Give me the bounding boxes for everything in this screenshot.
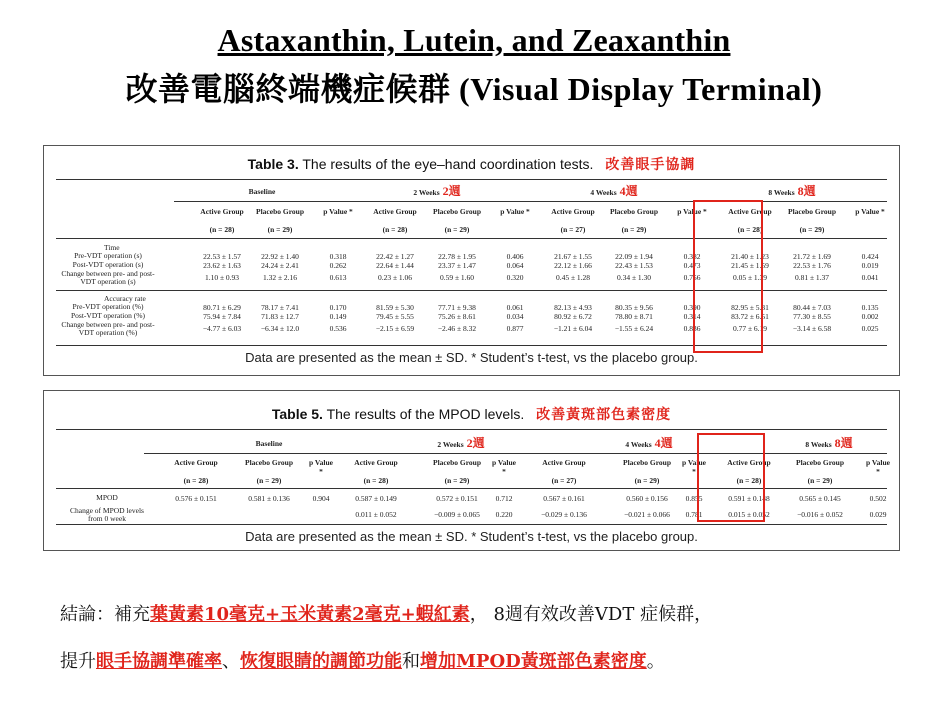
table5-cell: 0.587 ± 0.149 [355,494,397,503]
table5-col-n: (n = 29) [256,476,282,485]
table5-cell: 0.011 ± 0.052 [355,510,397,519]
table3-cell: 83.72 ± 6.51 [731,312,769,321]
table5-cell: 0.502 [869,494,887,503]
table3-cell: 0.756 [683,273,701,282]
table3-cell: 81.59 ± 5.30 [376,303,414,312]
table3-period-2: 4 Weeks 4週 [590,184,638,198]
table3-cell: 21.67 ± 1.55 [554,252,592,261]
table3-cell: 24.24 ± 2.41 [261,261,299,270]
table3-cell: −3.14 ± 6.58 [792,324,832,333]
table5-col-n: (n = 27) [551,476,577,485]
table5-cell: 0.015 ± 0.052 [728,510,770,519]
table3-col-header: Placebo Group [788,207,836,216]
table3-col-n: (n = 29) [267,225,293,234]
table3-col-header: Active Group [200,207,244,216]
table5-cell: 0.220 [495,510,513,519]
table5-period-3: 8 Weeks 8週 [805,436,853,450]
conclusion-benefit-3: 增加MPOD黃斑部色素密度 [420,651,647,672]
table3-cell: 0.135 [861,303,879,312]
table3-col-header: Placebo Group [610,207,658,216]
table3-cell: 0.262 [329,261,347,270]
table3-cell: 0.041 [861,273,879,282]
table3-cell: 0.406 [506,252,524,261]
table3-period-0: Baseline [248,187,276,196]
table3-cell: 0.877 [506,324,524,333]
table5-cell: 0.712 [495,494,513,503]
week-marker: 2週 [466,436,485,450]
table3-cell: 0.836 [683,324,701,333]
table3-cell: 0.025 [861,324,879,333]
table3-cell: 22.43 ± 1.53 [615,261,653,270]
table3-cell: 22.53 ± 1.57 [203,252,241,261]
table3-period-rule [174,201,887,202]
table3-cell: 1.32 ± 2.16 [262,273,298,282]
table3-cell: 0.23 ± 1.06 [377,273,413,282]
table3-col-n: (n = 28) [209,225,235,234]
table3-cell: 0.170 [329,303,347,312]
table3-cell: 0.314 [683,312,701,321]
table5-col-n: (n = 29) [634,476,660,485]
table5-col-header: Placebo Group [245,458,293,467]
week-marker: 2週 [442,184,461,198]
table3-col-header: Active Group [551,207,595,216]
table3-cell: 0.424 [861,252,879,261]
table3-cell: 0.061 [506,303,524,312]
table5-col-header: Placebo Group [433,458,481,467]
table5-col-n: (n = 28) [736,476,762,485]
table3-col-header: Active Group [728,207,772,216]
table3-col-n: (n = 29) [621,225,647,234]
table3-cell: 0.382 [683,252,701,261]
table3-cell: 0.473 [683,261,701,270]
table3-cell: 75.26 ± 8.61 [438,312,476,321]
table5-col-header: p Value * [866,458,890,476]
table3-col-header: Placebo Group [433,207,481,216]
table3-period-1: 2 Weeks 2週 [413,184,461,198]
conclusion-line2-prefix: 提升 [60,651,96,672]
table3-section-heading: Time [104,243,120,252]
table3-panel [43,145,900,376]
table5-caption-label: Table 5. [271,406,323,422]
table3-cell: 0.77 ± 6.19 [732,324,768,333]
table5-cell: 0.560 ± 0.156 [626,494,668,503]
table3-cell: 0.59 ± 1.60 [439,273,475,282]
table5-cell: 0.576 ± 0.151 [175,494,217,503]
table3-cell: 21.72 ± 1.69 [793,252,831,261]
table5-bottom-rule [56,524,887,525]
table3-period-3: 8 Weeks 8週 [768,184,816,198]
table5-col-header: Active Group [542,458,586,467]
table3-col-n: (n = 28) [382,225,408,234]
table3-cell: 80.44 ± 7.03 [793,303,831,312]
week-marker: 4週 [619,184,638,198]
table3-cell: 0.064 [506,261,524,270]
table3-cell: 22.42 ± 1.27 [376,252,414,261]
table3-cell: −1.55 ± 6.24 [614,324,654,333]
table5-cell: 0.781 [685,510,703,519]
table5-col-header: p Value * [309,458,333,476]
table5-col-header: p Value * [492,458,516,476]
table5-cell: 0.591 ± 0.148 [728,494,770,503]
table5-cell: 0.904 [312,494,330,503]
slide-title-chinese: 改善電腦終端機症候群 (Visual Display Terminal) [125,71,823,107]
conclusion-line2 [60,647,665,673]
table5-cell: −0.021 ± 0.066 [624,510,670,519]
conclusion-line2-suffix: 。 [646,651,665,672]
table3-col-header: p Value * [677,207,707,216]
table5-highlight-box [697,433,765,522]
table3-col-n: (n = 29) [444,225,470,234]
table3-row-label: Change between pre- and post-VDT operation (s) [61,269,155,286]
table5-period-2: 4 Weeks 4週 [625,436,673,450]
table3-cell: 0.05 ± 1.39 [732,273,768,282]
conclusion-sep-1: 、 [222,651,240,672]
table5-top-rule [56,429,887,430]
table5-period-1: 2 Weeks 2週 [437,436,485,450]
table3-col-header: Active Group [373,207,417,216]
table3-cell: 0.034 [506,312,524,321]
conclusion-benefit-2: 恢復眼睛的調節功能 [240,651,402,672]
table5-caption-text: The results of the MPOD levels. [326,406,525,422]
table3-cell: 22.09 ± 1.94 [615,252,653,261]
table5-col-header: p Value * [682,458,706,476]
week-marker: 8週 [834,436,853,450]
table3-col-n: (n = 29) [799,225,825,234]
table3-footnote: Data are presented as the mean ± SD. * Student’s t-test, vs the placebo group. [245,350,698,365]
table3-cell: 80.92 ± 6.72 [554,312,592,321]
conclusion-supplement: 葉黃素10毫克+玉米黃素2毫克+蝦紅素 [150,604,470,625]
table3-cell: 77.30 ± 8.55 [793,312,831,321]
table3-col-header: Placebo Group [256,207,304,216]
conclusion-line1-suffix: ， 8週有效改善VDT 症候群， [469,604,713,625]
table3-col-header: p Value * [855,207,885,216]
table3-cell: 0.390 [683,303,701,312]
table3-cell: 21.45 ± 1.59 [731,261,769,270]
table5-col-n: (n = 29) [444,476,470,485]
table3-cell: 21.40 ± 1.23 [731,252,769,261]
table3-cell: −6.34 ± 12.0 [260,324,300,333]
table3-caption-text: The results of the eye–hand coordination tests. [302,156,594,172]
table5-red-note: 改善黃斑部色素密度 [536,407,672,423]
table3-cell: 71.83 ± 12.7 [261,312,299,321]
table3-cell: 0.536 [329,324,347,333]
table3-cell: 22.64 ± 1.44 [376,261,414,270]
table5-cell: 0.572 ± 0.151 [436,494,478,503]
table5-col-n: (n = 28) [183,476,209,485]
table5-cell: 0.581 ± 0.136 [248,494,290,503]
table3-cell: 77.71 ± 9.38 [438,303,476,312]
table3-cell: 1.10 ± 0.93 [204,273,240,282]
table5-col-n: (n = 29) [807,476,833,485]
table3-cell: 0.613 [329,273,347,282]
table3-cell: 22.78 ± 1.95 [438,252,476,261]
table5-period-0: Baseline [255,439,283,448]
table3-highlight-box [693,200,763,353]
table5-period-rule [144,453,887,454]
table3-cell: 22.92 ± 1.40 [261,252,299,261]
table3-cell: −2.15 ± 6.59 [375,324,415,333]
week-marker: 8週 [797,184,816,198]
table3-row-label: Change between pre- and post- VDT operation (%) [61,320,155,337]
table3-cell: 0.320 [506,273,524,282]
table5-col-header: Active Group [174,458,218,467]
table3-cell: 78.17 ± 7.41 [261,303,299,312]
table3-row-label: Post-VDT operation (s) [72,260,144,269]
table5-cell: 0.029 [869,510,887,519]
table3-cell: 23.62 ± 1.63 [203,261,241,270]
table5-col-header: Placebo Group [796,458,844,467]
table5-cell: 0.565 ± 0.145 [799,494,841,503]
table3-row-label: Pre-VDT operation (s) [74,251,142,260]
table3-cell: −4.77 ± 6.03 [202,324,242,333]
table3-cell: −1.21 ± 6.04 [553,324,593,333]
table3-cell: 0.149 [329,312,347,321]
table5-col-n: (n = 28) [363,476,389,485]
table5-cell: −0.016 ± 0.052 [797,510,843,519]
table3-cell: 0.019 [861,261,879,270]
conclusion-prefix: 結論：補充 [60,604,150,625]
table3-cell: 80.71 ± 6.29 [203,303,241,312]
table3-cell: 75.94 ± 7.84 [203,312,241,321]
table3-cell: 79.45 ± 5.55 [376,312,414,321]
table5-col-header: Active Group [727,458,771,467]
table3-top-rule [56,179,887,180]
table5-panel [43,390,900,551]
table3-red-note: 改善眼手協調 [605,157,696,173]
table3-cell: 23.37 ± 1.47 [438,261,476,270]
table3-cell: 80.35 ± 9.56 [615,303,653,312]
table3-cell: 0.34 ± 1.30 [616,273,652,282]
conclusion-line1 [60,600,712,626]
table3-cell: 82.95 ± 5.31 [731,303,769,312]
table3-row-label: Pre-VDT operation (%) [72,302,144,311]
table3-col-header: p Value * [323,207,353,216]
table3-caption-label: Table 3. [247,156,299,172]
table5-cell: 0.567 ± 0.161 [543,494,585,503]
table5-row-label: MPOD [96,493,118,502]
table3-section-heading: Accuracy rate [104,294,146,303]
table3-cell: 0.318 [329,252,347,261]
table3-cell: 22.53 ± 1.76 [793,261,831,270]
table3-col-header: p Value * [500,207,530,216]
table5-row-label: Change of MPOD levels from 0 week [70,506,144,523]
table3-cell: −2.46 ± 8.32 [437,324,477,333]
table3-cell: 0.81 ± 1.37 [794,273,830,282]
table5-caption [44,404,899,424]
conclusion-benefit-1: 眼手協調準確率 [96,651,222,672]
table3-cell: 78.80 ± 8.71 [615,312,653,321]
table5-cell: −0.009 ± 0.065 [434,510,480,519]
table3-col-n: (n = 27) [560,225,586,234]
table5-footnote: Data are presented as the mean ± SD. * Student’s t-test, vs the placebo group. [245,529,698,544]
table3-caption [44,154,899,174]
table5-col-header: Placebo Group [623,458,671,467]
table5-cell: −0.029 ± 0.136 [541,510,587,519]
table5-col-header: Active Group [354,458,398,467]
table3-cell: 82.13 ± 4.93 [554,303,592,312]
table3-cell: 0.002 [861,312,879,321]
conclusion-sep-2: 和 [402,651,420,672]
table3-col-n: (n = 28) [737,225,763,234]
week-marker: 4週 [654,436,673,450]
table3-cell: 0.45 ± 1.28 [555,273,591,282]
table5-cell: 0.855 [685,494,703,503]
table3-cell: 22.12 ± 1.66 [554,261,592,270]
table3-row-label: Post-VDT operation (%) [70,311,145,320]
slide-title-english: Astaxanthin, Lutein, and Zeaxanthin [217,22,731,58]
